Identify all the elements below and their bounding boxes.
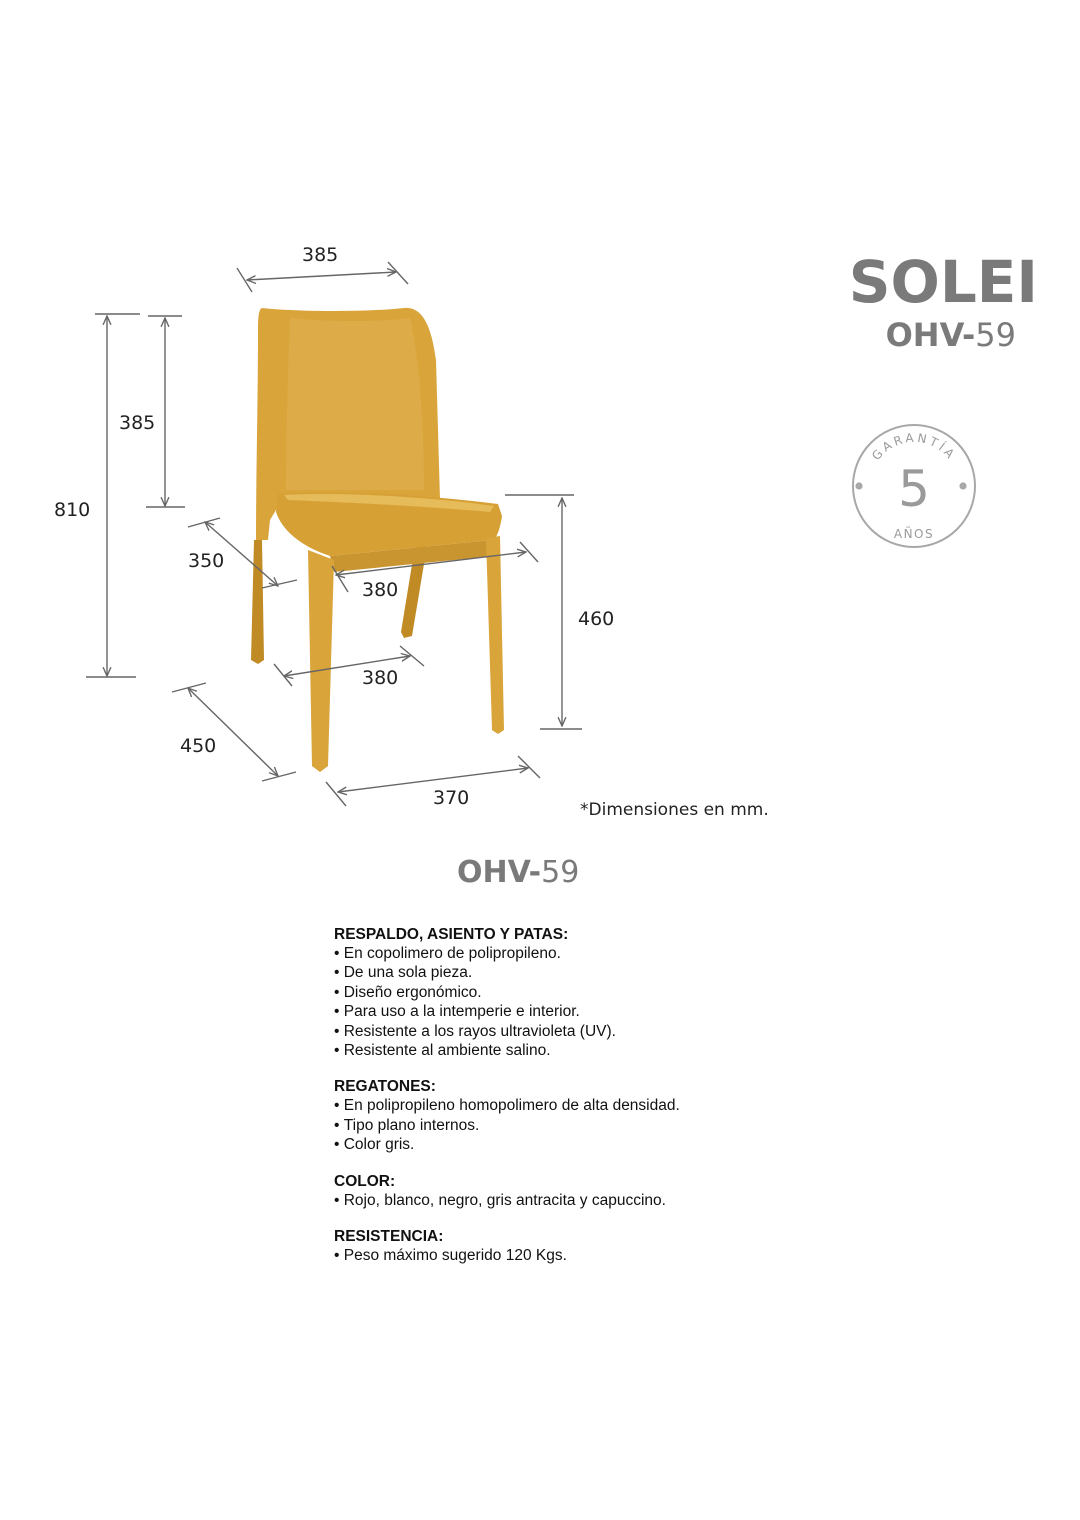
chair-illustration [251,308,504,772]
spec-item: • En polipropileno homopolimero de alta densidad. [334,1096,934,1115]
chair-back-leg-left [251,540,264,664]
svg-text:GARANTÍA [869,431,959,463]
model-prefix: OHV- [457,855,542,890]
dim-label-base-width: 370 [433,787,470,809]
spec-item: • Diseño ergonómico. [334,983,934,1002]
dim-label-top-width: 385 [302,244,339,266]
spec-item: • Peso máximo sugerido 120 Kgs. [334,1246,934,1265]
product-name: SOLEI [848,248,1038,316]
dim-label-total-height: 810 [54,499,91,521]
model-prefix: OHV- [885,316,976,354]
spec-item: • Para uso a la intemperie e interior. [334,1002,934,1021]
dim-label-seat-depth: 350 [188,550,225,572]
model-code-section [457,855,579,890]
spec-section-feet [334,1077,934,1154]
chair-backrest-highlight [286,318,424,490]
spec-item: • Tipo plano internos. [334,1116,934,1135]
chair-front-leg-left [308,550,334,772]
dim-label-back-height: 385 [119,412,156,434]
warranty-unit: AÑOS [893,527,935,541]
badge-dot-left [855,482,862,489]
spec-section-resistance [334,1227,934,1265]
spec-item: • Resistente al ambiente salino. [334,1041,934,1060]
spec-section-color [334,1172,934,1210]
spec-section-structure [334,925,934,1060]
spec-heading: RESPALDO, ASIENTO Y PATAS: [334,926,569,943]
spec-item: • En copolimero de polipropileno. [334,944,934,963]
model-number: 59 [975,316,1016,354]
dim-line-base-depth [188,688,278,776]
spec-heading: RESISTENCIA: [334,1228,444,1246]
spec-item: • Rojo, blanco, negro, gris antracita y capuccino. [334,1191,934,1210]
dim-label-leg-span: 380 [362,667,399,689]
warranty-label: GARANTÍA [869,430,959,464]
dimensions-note: *Dimensiones en mm. [580,800,769,820]
spec-item: • Color gris. [334,1135,934,1154]
warranty-years: 5 [898,460,930,518]
model-code-header [886,316,1016,354]
model-number: 59 [541,855,580,890]
spec-heading: COLOR: [334,1172,396,1190]
spec-item: • De una sola pieza. [334,963,934,982]
chair-front-leg-right [486,536,504,734]
warranty-badge [850,422,978,550]
dim-label-seat-height: 460 [578,608,615,630]
spec-heading: REGATONES: [334,1078,436,1096]
specifications [334,925,934,1282]
badge-dot-right [959,482,966,489]
dim-label-seat-width: 380 [362,579,399,601]
dim-line-top-width [247,272,396,280]
spec-item: • Resistente a los rayos ultravioleta (UV). [334,1022,934,1041]
dim-label-base-depth: 450 [180,735,217,757]
